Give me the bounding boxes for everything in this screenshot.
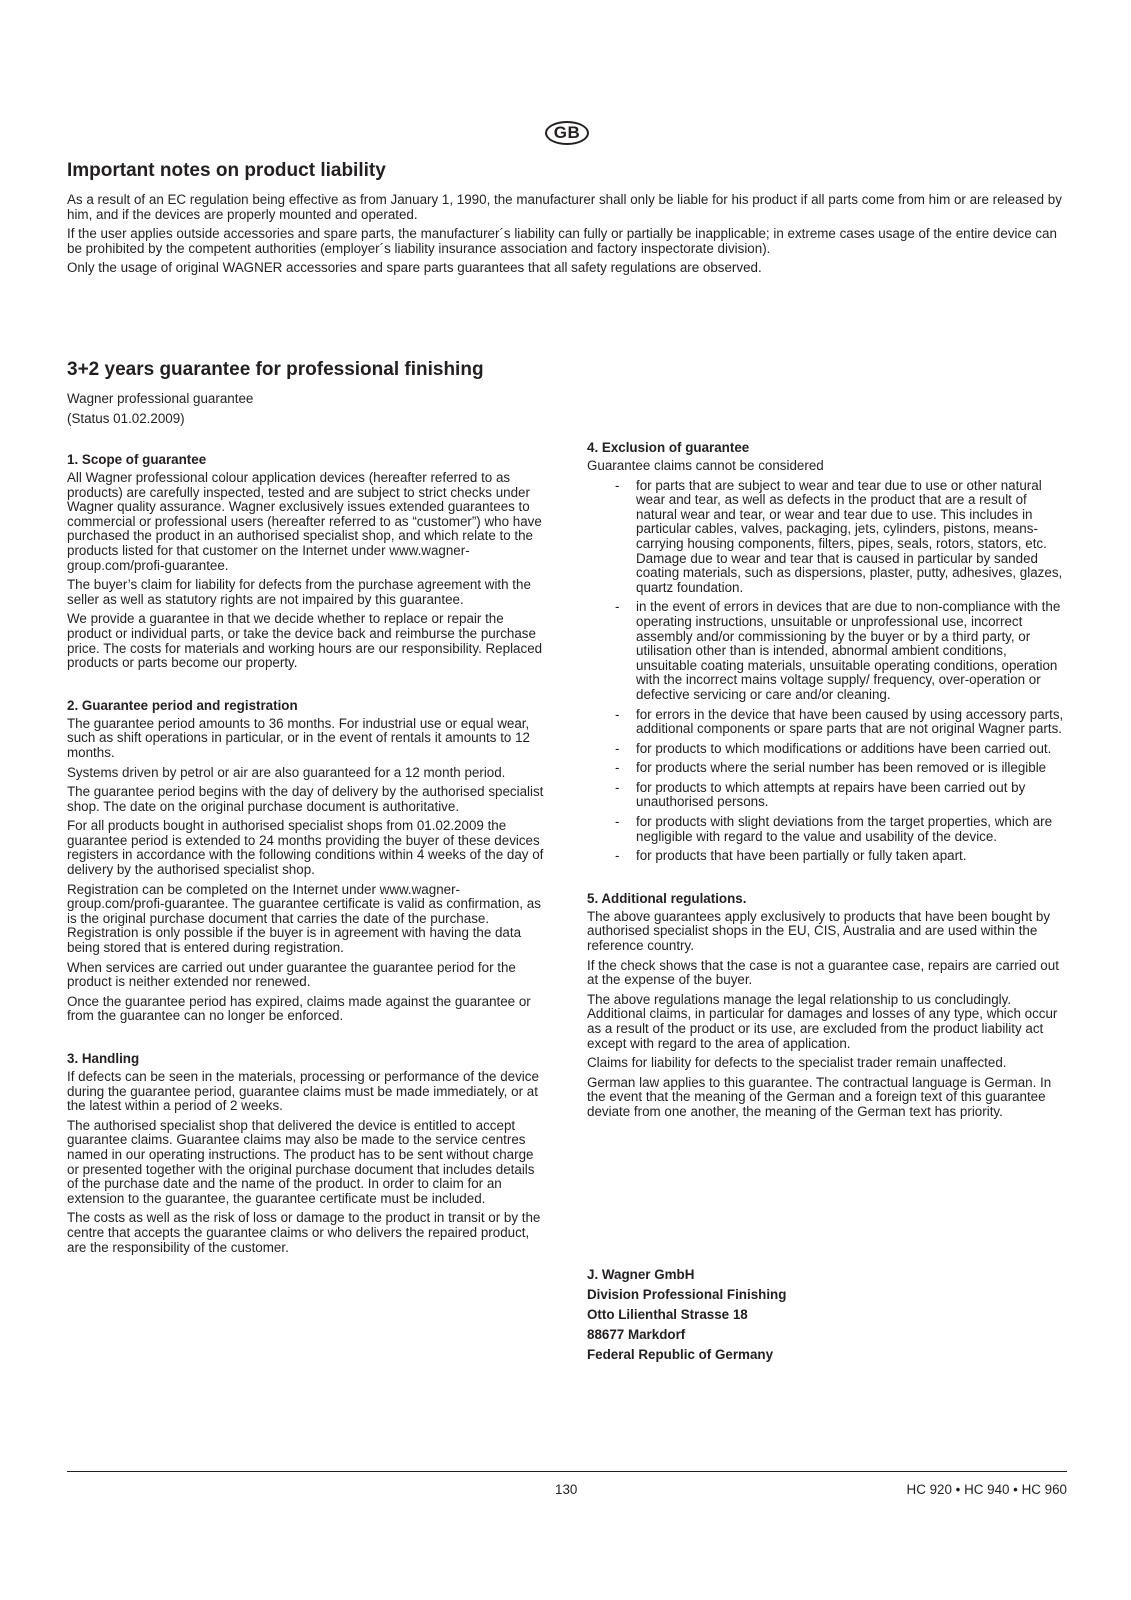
exclusion-item: - for products where the serial number has been removed or is illegible xyxy=(587,761,1067,776)
guarantee-intro xyxy=(67,392,547,431)
period-paragraph: The guarantee period begins with the day of delivery by the authorised specialist shop. The date on the original purchase document is authoritative. xyxy=(67,784,544,814)
address-line: Federal Republic of Germany xyxy=(587,1347,774,1363)
guarantee-subtitle: Wagner professional guarantee xyxy=(67,391,254,406)
liability-paragraph: Only the usage of original WAGNER accessories and spare parts guarantees that all safety regulations are observed. xyxy=(67,260,762,276)
scope-paragraph: All Wagner professional colour application devices (hereafter referred to as products) are carefully inspected, tested and are subject to strict checks under Wagner quality assurance. Wagner exclusively issues extended guarantees to commercial or professional users (hereafter referred to as “customer”) who have purchased the product in an authorised specialist shop, and which relate to the products listed for that customer on the Internet under www.wagner-group.com/profi-guarantee. xyxy=(67,470,542,573)
scope-paragraph: The buyer’s claim for liability for defects from the purchase agreement with the seller as well as statutory rights are not impaired by this guarantee. xyxy=(67,577,531,607)
period-paragraph: Registration can be completed on the Internet under www.wagner-group.com/profi-guarantee. The guarantee certificate is valid as confirmation, as is the original purchase document that carries the date of the purchase. Registration is only possible if the buyer is in agreement with having the data being stored that is entered during registration. xyxy=(67,881,541,956)
exclusion-heading: 4. Exclusion of guarantee xyxy=(587,440,750,455)
right-column xyxy=(587,440,1067,1125)
period-paragraph: When services are carried out under guarantee the guarantee period for the product is neither extended nor renewed. xyxy=(67,959,516,990)
liability-paragraph: If the user applies outside accessories and spare parts, the manufacturer´s liability can fully or partially be inapplicable; in extreme cases usage of the entire device can be prohibited by the competent authorities (employer´s liability insurance association and factory inspectorate division). xyxy=(67,226,1057,256)
additional-paragraph: If the check shows that the case is not a guarantee case, repairs are carried out at the expense of the buyer. xyxy=(587,957,1059,988)
exclusion-list xyxy=(587,479,1067,864)
address-line: 88677 Markdorf xyxy=(587,1327,686,1343)
left-column xyxy=(67,452,547,1260)
period-paragraph: For all products bought in authorised specialist shops from 01.02.2009 the guarantee period is extended to 24 months providing the buyer of these devices registers in accordance with the following conditions within 4 weeks of the day of delivery by the authorised specialist shop. xyxy=(67,818,544,878)
liability-title: Important notes on product liability xyxy=(67,160,386,181)
period-paragraph: The guarantee period amounts to 36 months. For industrial use or equal wear, such as shift operations in particular, or in the event of rentals it amounts to 12 months. xyxy=(67,715,530,760)
exclusion-item: - for products to which modifications or additions have been carried out. xyxy=(587,742,1067,757)
exclusion-item: - for products with slight deviations from the target properties, which are negligible with regard to the value and usability of the device. xyxy=(587,815,1067,844)
period-paragraph: Once the guarantee period has expired, claims made against the guarantee or from the guarantee can no longer be enforced. xyxy=(67,993,531,1024)
additional-paragraph: German law applies to this guarantee. The contractual language is German. In the event that the meaning of the German and a foreign text of this guarantee deviate from one another, the meaning of the German text has priority. xyxy=(587,1074,1052,1119)
page-number: 130 xyxy=(555,1482,578,1497)
exclusion-intro: Guarantee claims cannot be considered xyxy=(587,458,824,473)
footer-models: HC 920 • HC 940 • HC 960 xyxy=(906,1482,1067,1497)
company-address xyxy=(587,1268,1067,1368)
address-line: Division Professional Finishing xyxy=(587,1287,787,1303)
scope-heading: 1. Scope of guarantee xyxy=(67,452,207,467)
guarantee-title: 3+2 years guarantee for professional finishing xyxy=(67,359,484,380)
handling-paragraph: The authorised specialist shop that delivered the device is entitled to accept guarantee claims. Guarantee claims may also be made to the service centres named in our operating instructions. The product has to be sent without charge or presented together with the original purchase document that includes details of the purchase date and the name of the product. In order to claim for an extension to the guarantee, the guarantee certificate must be included. xyxy=(67,1117,535,1206)
address-line: Otto Lilienthal Strasse 18 xyxy=(587,1307,748,1323)
address-line: J. Wagner GmbH xyxy=(587,1267,695,1282)
exclusion-item: - in the event of errors in devices that are due to non-compliance with the operating instructions, unsuitable or unprofessional use, incorrect assembly and/or commissioning by the buyer or by a third party, or utilisation other than is intended, abnormal ambient conditions, unsuitable coating materials, unsuitable operating conditions, operation with the incorrect mains voltage supply/ frequency, over-operation or defective servicing or care and/or cleaning. xyxy=(587,600,1067,702)
country-badge: GB xyxy=(545,121,589,145)
period-paragraph: Systems driven by petrol or air are also guaranteed for a 12 month period. xyxy=(67,764,506,780)
exclusion-item: - for products that have been partially or fully taken apart. xyxy=(587,849,1067,864)
additional-paragraph: Claims for liability for defects to the specialist trader remain unaffected. xyxy=(587,1055,1007,1071)
period-heading: 2. Guarantee period and registration xyxy=(67,697,298,713)
additional-paragraph: The above regulations manage the legal relationship to us concludingly. Additional claims, in particular for damages and losses of any type, which occur as a result of the product or its use, are excluded from the product liability act except with regard to the area of application. xyxy=(587,991,1058,1051)
scope-paragraph: We provide a guarantee in that we decide whether to replace or repair the product or individual parts, or take the device back and reimburse the purchase price. The costs for materials and working hours are our responsibility. Replaced products or parts become our property. xyxy=(67,611,543,671)
liability-paragraph: As a result of an EC regulation being effective as from January 1, 1990, the manufacturer shall only be liable for his product if all parts come from him or are released by him, and if the devices are properly mounted and operated. xyxy=(67,192,1062,222)
additional-paragraph: The above guarantees apply exclusively to products that have been bought by authorised specialist shops in the EU, CIS, Australia and are used within the reference country. xyxy=(587,908,1051,954)
exclusion-item: - for products to which attempts at repairs have been carried out by unauthorised persons. xyxy=(587,781,1067,810)
additional-heading: 5. Additional regulations. xyxy=(587,890,747,906)
handling-paragraph: If defects can be seen in the materials, processing or performance of the device during the guarantee period, guarantee claims must be made immediately, or at the latest within a period of 2 weeks. xyxy=(67,1069,539,1114)
exclusion-item: - for errors in the device that have been caused by using accessory parts, additional components or spare parts that are not original Wagner parts. xyxy=(587,708,1067,737)
liability-text xyxy=(67,193,1067,281)
handling-paragraph: The costs as well as the risk of loss or damage to the product in transit or by the centre that accepts the guarantee claims or who delivers the repaired product, are the responsibility of the customer. xyxy=(67,1210,541,1255)
footer-divider xyxy=(67,1471,1067,1472)
exclusion-item: - for parts that are subject to wear and tear due to use or other natural wear and tear, as well as defects in the product that are a result of natural wear and tear, or wear and tear due to use. This includes in particular cables, valves, packaging, jets, cylinders, pistons, means-carrying housing components, filters, pipes, seals, rotors, stators, etc. Damage due to wear and tear that is caused in particular by sanded coating materials, such as dispersions, plaster, putty, adhesives, glazes, quartz foundation. xyxy=(587,479,1067,596)
guarantee-status: (Status 01.02.2009) xyxy=(67,410,185,426)
handling-heading: 3. Handling xyxy=(67,1051,140,1066)
